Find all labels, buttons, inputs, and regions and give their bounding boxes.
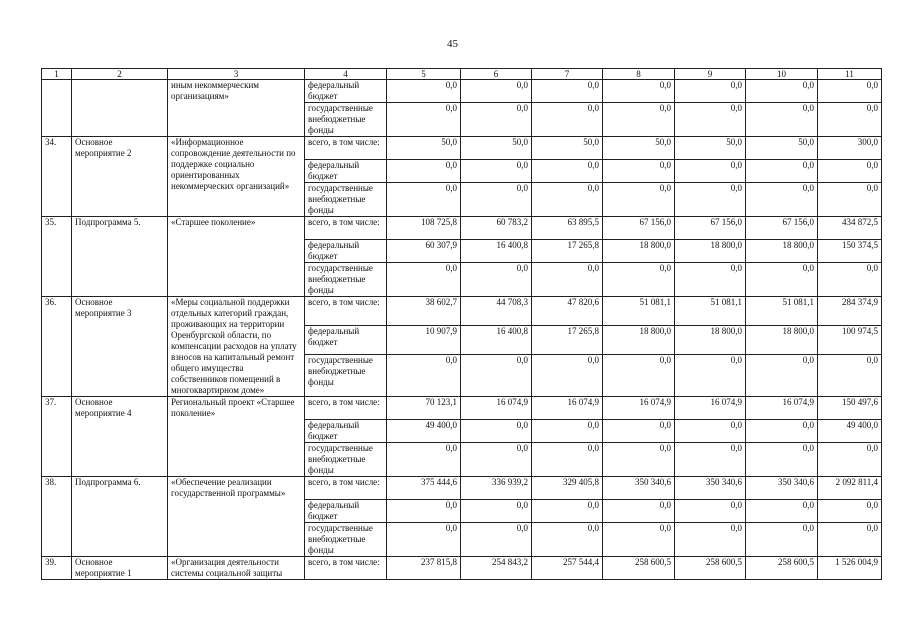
amount-cell: 350 340,6 <box>675 477 746 500</box>
amount-cell: 67 156,0 <box>675 217 746 240</box>
funding-source: государственные внебюджетные фонды <box>305 443 387 477</box>
amount-cell: 237 815,8 <box>387 557 461 580</box>
amount-cell: 0,0 <box>746 160 818 183</box>
amount-cell: 18 800,0 <box>603 325 675 354</box>
row-number: 34. <box>42 137 72 217</box>
amount-cell: 1 526 004,9 <box>818 557 882 580</box>
amount-cell: 0,0 <box>675 80 746 103</box>
amount-cell: 0,0 <box>818 443 882 477</box>
funding-source: всего, в том числе: <box>305 557 387 580</box>
amount-cell: 0,0 <box>387 80 461 103</box>
amount-cell: 0,0 <box>746 183 818 217</box>
amount-cell: 0,0 <box>675 523 746 557</box>
funding-source: федеральный бюджет <box>305 80 387 103</box>
amount-cell: 0,0 <box>746 523 818 557</box>
event-name: иным некоммерческим организациям» <box>168 80 305 137</box>
column-number: 5 <box>387 69 461 80</box>
column-number: 11 <box>818 69 882 80</box>
amount-cell: 0,0 <box>387 523 461 557</box>
amount-cell: 50,0 <box>603 137 675 160</box>
funding-source: федеральный бюджет <box>305 325 387 354</box>
amount-cell: 0,0 <box>387 354 461 397</box>
amount-cell: 0,0 <box>603 354 675 397</box>
row-number: 35. <box>42 217 72 297</box>
event-name: Региональный проект «Старшее поколение» <box>168 397 305 477</box>
amount-cell: 18 800,0 <box>603 240 675 263</box>
amount-cell: 0,0 <box>387 183 461 217</box>
column-number: 3 <box>168 69 305 80</box>
amount-cell: 49 400,0 <box>818 420 882 443</box>
funding-source: государственные внебюджетные фонды <box>305 183 387 217</box>
amount-cell: 67 156,0 <box>603 217 675 240</box>
event-type: Основное мероприятие 3 <box>72 297 168 397</box>
amount-cell: 63 895,5 <box>532 217 603 240</box>
amount-cell: 50,0 <box>746 137 818 160</box>
amount-cell: 51 081,1 <box>603 297 675 326</box>
funding-source: государственные внебюджетные фонды <box>305 354 387 397</box>
amount-cell: 0,0 <box>532 183 603 217</box>
amount-cell: 0,0 <box>675 354 746 397</box>
funding-source: федеральный бюджет <box>305 240 387 263</box>
column-number: 10 <box>746 69 818 80</box>
funding-source: всего, в том числе: <box>305 137 387 160</box>
amount-cell: 38 602,7 <box>387 297 461 326</box>
amount-cell: 0,0 <box>603 80 675 103</box>
amount-cell: 0,0 <box>818 183 882 217</box>
event-name: «Организация деятельности системы социальной защиты <box>168 557 305 580</box>
amount-cell: 350 340,6 <box>746 477 818 500</box>
table-body <box>42 80 882 580</box>
amount-cell: 0,0 <box>461 420 532 443</box>
amount-cell: 258 600,5 <box>675 557 746 580</box>
event-type: Подпрограмма 6. <box>72 477 168 557</box>
amount-cell: 50,0 <box>532 137 603 160</box>
amount-cell: 50,0 <box>387 137 461 160</box>
event-name: «Старшее поколение» <box>168 217 305 297</box>
amount-cell: 0,0 <box>675 160 746 183</box>
amount-cell: 60 783,2 <box>461 217 532 240</box>
amount-cell: 60 307,9 <box>387 240 461 263</box>
amount-cell: 51 081,1 <box>675 297 746 326</box>
amount-cell: 10 907,9 <box>387 325 461 354</box>
amount-cell: 0,0 <box>532 160 603 183</box>
amount-cell: 0,0 <box>532 263 603 297</box>
table-row <box>42 397 882 420</box>
event-type: Основное мероприятие 2 <box>72 137 168 217</box>
amount-cell: 0,0 <box>603 183 675 217</box>
amount-cell: 0,0 <box>461 443 532 477</box>
row-number: 38. <box>42 477 72 557</box>
amount-cell: 0,0 <box>532 80 603 103</box>
amount-cell: 0,0 <box>603 160 675 183</box>
amount-cell: 0,0 <box>746 80 818 103</box>
amount-cell: 70 123,1 <box>387 397 461 420</box>
amount-cell: 0,0 <box>818 354 882 397</box>
amount-cell: 284 374,9 <box>818 297 882 326</box>
amount-cell: 0,0 <box>603 263 675 297</box>
table-row <box>42 477 882 500</box>
amount-cell: 18 800,0 <box>675 325 746 354</box>
amount-cell: 0,0 <box>746 420 818 443</box>
amount-cell: 0,0 <box>603 103 675 137</box>
amount-cell: 0,0 <box>818 80 882 103</box>
amount-cell: 49 400,0 <box>387 420 461 443</box>
amount-cell: 0,0 <box>746 103 818 137</box>
column-number: 8 <box>603 69 675 80</box>
amount-cell: 18 800,0 <box>746 325 818 354</box>
amount-cell: 0,0 <box>675 263 746 297</box>
row-number: 39. <box>42 557 72 580</box>
table-row <box>42 297 882 326</box>
page-number: 45 <box>447 38 458 50</box>
amount-cell: 0,0 <box>461 263 532 297</box>
table-row <box>42 80 882 103</box>
amount-cell: 0,0 <box>461 500 532 523</box>
amount-cell: 0,0 <box>387 160 461 183</box>
amount-cell: 16 074,9 <box>746 397 818 420</box>
event-name: «Обеспечение реализации государственной программы» <box>168 477 305 557</box>
amount-cell: 329 405,8 <box>532 477 603 500</box>
amount-cell: 50,0 <box>675 137 746 160</box>
amount-cell: 0,0 <box>387 500 461 523</box>
amount-cell: 0,0 <box>532 103 603 137</box>
event-type: Основное мероприятие 1 <box>72 557 168 580</box>
amount-cell: 16 400,8 <box>461 240 532 263</box>
amount-cell: 0,0 <box>532 443 603 477</box>
amount-cell: 0,0 <box>746 263 818 297</box>
column-number: 9 <box>675 69 746 80</box>
amount-cell: 336 939,2 <box>461 477 532 500</box>
table-row <box>42 217 882 240</box>
amount-cell: 0,0 <box>387 443 461 477</box>
amount-cell: 0,0 <box>818 523 882 557</box>
amount-cell: 434 872,5 <box>818 217 882 240</box>
column-number: 1 <box>42 69 72 80</box>
funding-source: всего, в том числе: <box>305 477 387 500</box>
amount-cell: 0,0 <box>603 523 675 557</box>
funding-source: государственные внебюджетные фонды <box>305 103 387 137</box>
amount-cell: 16 074,9 <box>461 397 532 420</box>
funding-source: государственные внебюджетные фонды <box>305 263 387 297</box>
funding-source: всего, в том числе: <box>305 297 387 326</box>
amount-cell: 0,0 <box>675 183 746 217</box>
amount-cell: 47 820,6 <box>532 297 603 326</box>
row-number: 36. <box>42 297 72 397</box>
column-number: 6 <box>461 69 532 80</box>
amount-cell: 16 074,9 <box>532 397 603 420</box>
amount-cell: 51 081,1 <box>746 297 818 326</box>
amount-cell: 150 497,6 <box>818 397 882 420</box>
funding-source: всего, в том числе: <box>305 217 387 240</box>
funding-source: федеральный бюджет <box>305 160 387 183</box>
amount-cell: 350 340,6 <box>603 477 675 500</box>
amount-cell: 17 265,8 <box>532 240 603 263</box>
amount-cell: 0,0 <box>746 443 818 477</box>
funding-source: всего, в том числе: <box>305 397 387 420</box>
amount-cell: 108 725,8 <box>387 217 461 240</box>
amount-cell: 0,0 <box>461 354 532 397</box>
amount-cell: 44 708,3 <box>461 297 532 326</box>
amount-cell: 0,0 <box>532 523 603 557</box>
amount-cell: 0,0 <box>675 103 746 137</box>
amount-cell: 0,0 <box>532 420 603 443</box>
amount-cell: 18 800,0 <box>675 240 746 263</box>
amount-cell: 258 600,5 <box>746 557 818 580</box>
amount-cell: 16 074,9 <box>675 397 746 420</box>
amount-cell: 258 600,5 <box>603 557 675 580</box>
event-type: Основное мероприятие 4 <box>72 397 168 477</box>
amount-cell: 0,0 <box>746 500 818 523</box>
amount-cell: 0,0 <box>675 500 746 523</box>
amount-cell: 0,0 <box>603 443 675 477</box>
amount-cell: 100 974,5 <box>818 325 882 354</box>
amount-cell: 16 074,9 <box>603 397 675 420</box>
column-number: 4 <box>305 69 387 80</box>
amount-cell: 0,0 <box>387 103 461 137</box>
amount-cell: 0,0 <box>461 160 532 183</box>
row-number <box>42 80 72 137</box>
amount-cell: 0,0 <box>603 420 675 443</box>
table-row <box>42 137 882 160</box>
amount-cell: 17 265,8 <box>532 325 603 354</box>
event-name: «Меры социальной поддержки отдельных категорий граждан, проживающих на территории Оренбургской области, по компенсации расходов на уплату взносов на капитальный ремонт общего имущества собственников помещений в многоквартирном доме» <box>168 297 305 397</box>
amount-cell: 0,0 <box>818 500 882 523</box>
amount-cell: 67 156,0 <box>746 217 818 240</box>
amount-cell: 18 800,0 <box>746 240 818 263</box>
column-number: 2 <box>72 69 168 80</box>
amount-cell: 0,0 <box>461 523 532 557</box>
amount-cell: 257 544,4 <box>532 557 603 580</box>
funding-source: государственные внебюджетные фонды <box>305 523 387 557</box>
amount-cell: 0,0 <box>818 263 882 297</box>
amount-cell: 0,0 <box>818 160 882 183</box>
amount-cell: 0,0 <box>675 420 746 443</box>
amount-cell: 0,0 <box>746 354 818 397</box>
event-type: Подпрограмма 5. <box>72 217 168 297</box>
column-number: 7 <box>532 69 603 80</box>
amount-cell: 300,0 <box>818 137 882 160</box>
amount-cell: 0,0 <box>461 183 532 217</box>
amount-cell: 150 374,5 <box>818 240 882 263</box>
table-row <box>42 557 882 580</box>
amount-cell: 50,0 <box>461 137 532 160</box>
row-number: 37. <box>42 397 72 477</box>
amount-cell: 0,0 <box>532 354 603 397</box>
funding-source: федеральный бюджет <box>305 420 387 443</box>
amount-cell: 375 444,6 <box>387 477 461 500</box>
amount-cell: 0,0 <box>532 500 603 523</box>
event-name: «Информационное сопровождение деятельности по поддержке социально ориентированных некоммерческих организаций» <box>168 137 305 217</box>
amount-cell: 0,0 <box>461 80 532 103</box>
funding-source: федеральный бюджет <box>305 500 387 523</box>
amount-cell: 0,0 <box>675 443 746 477</box>
amount-cell: 0,0 <box>461 103 532 137</box>
amount-cell: 0,0 <box>603 500 675 523</box>
budget-table <box>41 68 882 580</box>
amount-cell: 2 092 811,4 <box>818 477 882 500</box>
column-number-row <box>42 69 882 80</box>
event-type <box>72 80 168 137</box>
amount-cell: 16 400,8 <box>461 325 532 354</box>
amount-cell: 0,0 <box>818 103 882 137</box>
amount-cell: 0,0 <box>387 263 461 297</box>
amount-cell: 254 843,2 <box>461 557 532 580</box>
